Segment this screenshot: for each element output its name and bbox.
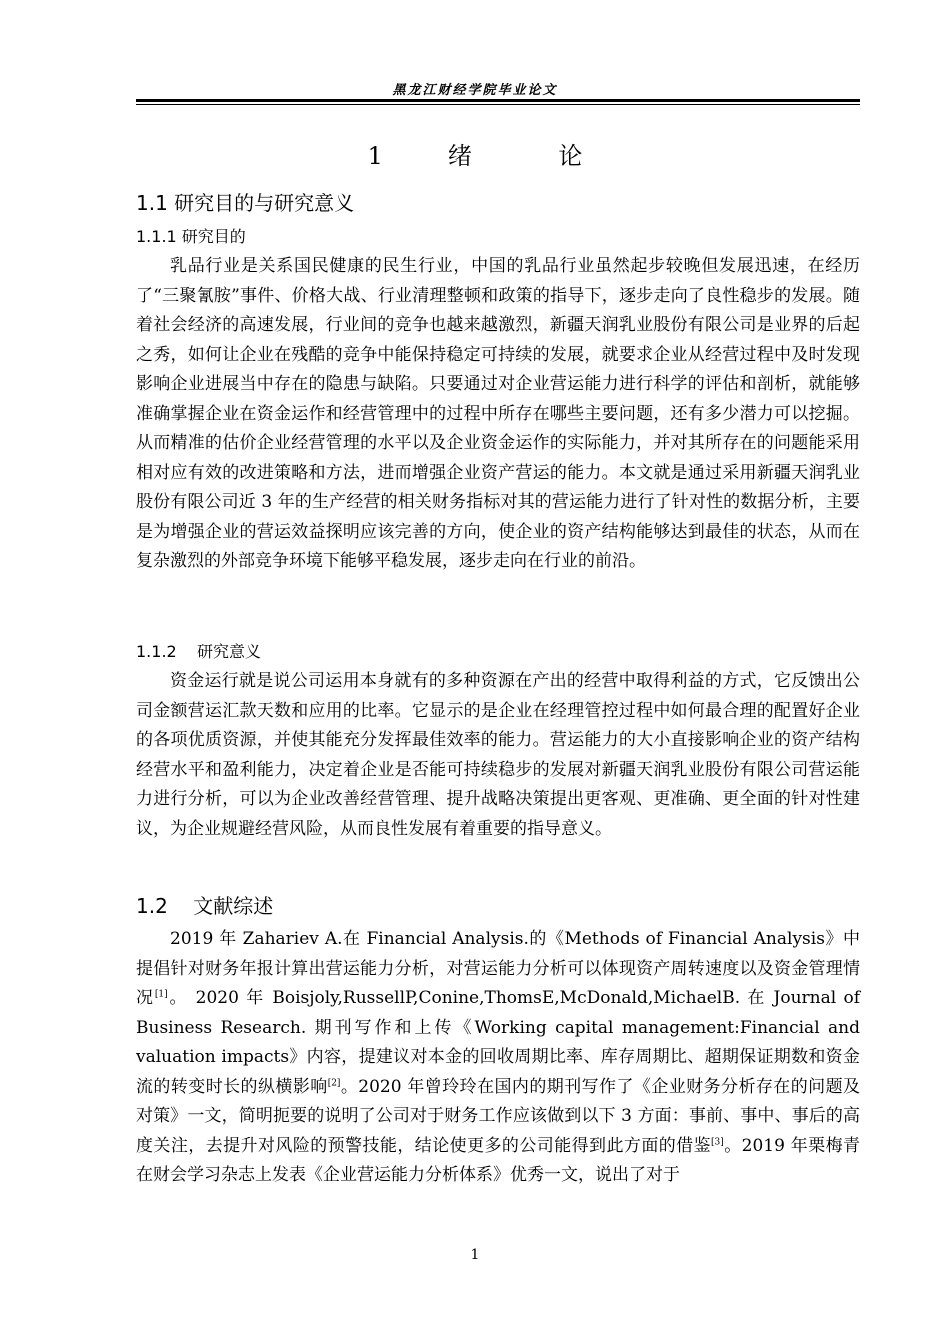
header-rule-thin xyxy=(136,104,860,105)
citation-3: [3] xyxy=(711,1136,724,1147)
lit-text-b: 。 2020 年 Boisjoly,RussellP,Conine,ThomsE,McDonald,MichaelB. 在 Journal of Business Research. 期刊写作和上传《Working capital management:Financial and valuation impacts》内容，提建议对本金的回收周期比率、库存周期比、超期保证期数和资金流的转变时长的纵横影响 xyxy=(136,988,860,1097)
section-heading-1-2: 1.2 文献综述 xyxy=(136,894,274,918)
citation-1: [1] xyxy=(154,989,168,1000)
chapter-title: 1 绪 论 xyxy=(367,142,583,170)
lit-text-d: 。2019 年栗梅青在财会学习杂志上发表《企业营运能力分析体系》优秀一文，说出了对于 xyxy=(136,1135,860,1185)
lit-text-a: 2019 年 Zahariev A.在 Financial Analysis.的《Methods of Financial Analysis》中提倡针对财务年报计算出营运能力分析，对营运能力分析可以体现资产周转速度以及资金管理情况 xyxy=(136,929,860,1008)
paragraph-research-purpose: 乳品行业是关系国民健康的民生行业，中国的乳品行业虽然起步较晚但发展迅速，在经历了“三聚氰胺”事件、价格大战、行业清理整顿和政策的指导下，逐步走向了良性稳步的发展。随着社会经济的高速发展，行业间的竞争也越来越激烈，新疆天润乳业股份有限公司是业界的后起之秀，如何让企业在残酷的竞争中能保持稳定可持续的发展，就要求企业从经营过程中及时发现影响企业进展当中存在的隐患与缺陷。只要通过对企业营运能力进行科学的评估和剖析，就能够准确掌握企业在资金运作和经营管理中的过程中所存在哪些主要问题，还有多少潜力可以挖掘。从而精准的估价企业经营管理的水平以及企业资金运作的实际能力，并对其所存在的问题能采用相对应有效的改进策略和方法，进而增强企业资产营运的能力。本文就是通过采用新疆天润乳业股份有限公司近 3 年的生产经营的相关财务指标对其的营运能力进行了针对性的数据分析，主要是为增强企业的营运效益探明应该完善的方向，使企业的资产结构能够达到最佳的状态，从而在复杂激烈的外部竞争环境下能够平稳发展，逐步走向在行业的前沿。 xyxy=(136,256,860,571)
citation-2: [2] xyxy=(327,1077,341,1088)
running-header: 黑龙江财经学院毕业论文 xyxy=(392,83,558,98)
lit-text-c: 。2020 年曾玲玲在国内的期刊写作了《企业财务分析存在的问题及对策》一文，简明扼要的说明了公司对于财务工作应该做到以下 3 方面：事前、事中、事后的高度关注，去提升对风险的预警技能，结论使更多的公司能得到此方面的借鉴 xyxy=(136,1076,861,1156)
section-heading-1-1: 1.1 研究目的与研究意义 xyxy=(136,191,355,215)
header-rule-thick xyxy=(136,99,860,102)
paragraph-literature-review xyxy=(136,925,860,1191)
section-heading-1-1-2: 1.1.2 研究意义 xyxy=(136,642,262,661)
section-heading-1-1-1: 1.1.1 研究目的 xyxy=(136,227,246,246)
page-number: 1 xyxy=(470,1247,480,1263)
paragraph-research-significance: 资金运行就是说公司运用本身就有的多种资源在产出的经营中取得利益的方式，它反馈出公司金额营运汇款天数和应用的比率。它显示的是企业在经理管控过程中如何最合理的配置好企业的各项优质资源，并使其能充分发挥最佳效率的能力。营运能力的大小直接影响企业的资产结构经营水平和盈利能力，决定着企业是否能可持续稳步的发展对新疆天润乳业股份有限公司营运能力进行分析，可以为企业改善经营管理、提升战略决策提出更客观、更准确、更全面的针对性建议，为企业规避经营风险，从而良性发展有着重要的指导意义。 xyxy=(136,671,860,839)
